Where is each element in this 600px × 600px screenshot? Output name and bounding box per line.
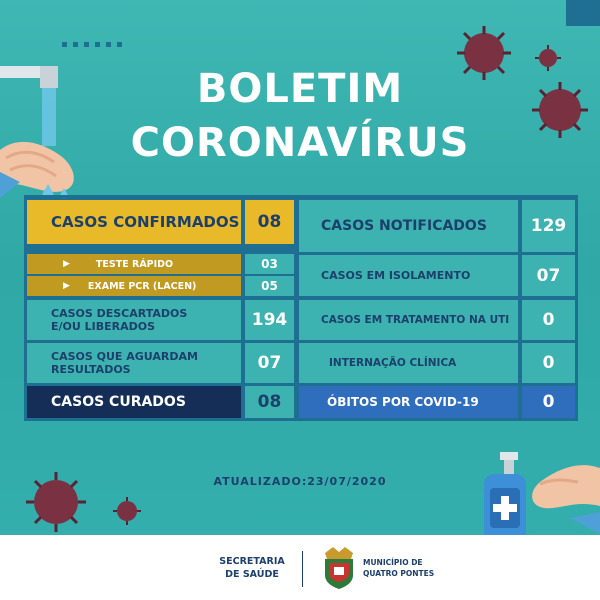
notificados-label-cell — [299, 200, 518, 252]
curados-label-cell — [27, 386, 241, 418]
confirmados-label-cell — [27, 200, 241, 244]
bulletin-title-line1: BOLETIM — [196, 66, 404, 112]
corner-decoration — [566, 0, 600, 26]
bulletin-title-line2: CORONAVÍRUS — [130, 120, 470, 166]
descartados-label-line2: E/OU LIBERADOS — [51, 320, 156, 333]
play-arrow-icon: ▶ — [63, 281, 70, 291]
obitos-label-cell — [299, 386, 518, 418]
virus-icon — [112, 496, 142, 526]
municipio-logo-text — [363, 557, 434, 579]
uti-value: 0 — [522, 300, 575, 340]
teste-rapido-row — [27, 254, 241, 274]
play-arrow-icon: ▶ — [63, 259, 70, 269]
descartados-label-cell — [27, 300, 241, 340]
dot-decoration — [62, 42, 122, 47]
isolamento-label: CASOS EM ISOLAMENTO — [321, 269, 471, 282]
uti-label: CASOS EM TRATAMENTO NA UTI — [321, 314, 510, 326]
obitos-value: 0 — [522, 386, 575, 418]
internacao-value: 0 — [522, 343, 575, 383]
teste-rapido-value: 03 — [245, 254, 294, 274]
internacao-label-cell — [299, 343, 518, 383]
curados-value: 08 — [245, 386, 294, 418]
descartados-label-line1: CASOS DESCARTADOS — [51, 307, 188, 320]
statistics-panel — [24, 195, 578, 421]
uti-label-cell — [299, 300, 518, 340]
secretaria-line1: SECRETARIA — [219, 556, 285, 567]
aguardam-label-line1: CASOS QUE AGUARDAM — [51, 350, 198, 363]
municipio-line1: MUNICÍPIO DE — [363, 558, 423, 567]
secretaria-line2: DE SAÚDE — [225, 569, 279, 580]
updated-date: ATUALIZADO:23/07/2020 — [213, 475, 387, 488]
descartados-value: 194 — [245, 300, 294, 340]
municipio-line2: QUATRO PONTES — [363, 569, 435, 578]
aguardam-label-cell — [27, 343, 241, 383]
isolamento-value: 07 — [522, 255, 575, 296]
teste-rapido-label: TESTE RÁPIDO — [95, 258, 174, 270]
isolamento-label-cell — [299, 255, 518, 296]
confirmados-label: CASOS CONFIRMADOS — [51, 213, 240, 231]
confirmados-value: 08 — [245, 200, 294, 244]
exame-pcr-label: EXAME PCR (LACEN) — [87, 280, 197, 292]
municipal-crest-icon — [319, 547, 359, 589]
footer-divider — [302, 551, 303, 587]
notificados-label: CASOS NOTIFICADOS — [321, 218, 487, 234]
hand-sanitizer-icon — [470, 448, 600, 548]
exame-pcr-value: 05 — [245, 276, 294, 296]
notificados-value: 129 — [522, 200, 575, 252]
footer-bar — [0, 535, 600, 600]
internacao-label: INTERNAÇÃO CLÍNICA — [329, 357, 457, 369]
obitos-label: ÓBITOS POR COVID-19 — [327, 395, 479, 409]
exame-pcr-row — [27, 276, 241, 296]
aguardam-value: 07 — [245, 343, 294, 383]
curados-label: CASOS CURADOS — [51, 394, 186, 410]
secretaria-logo-text — [212, 555, 292, 581]
aguardam-label-line2: RESULTADOS — [51, 363, 131, 376]
